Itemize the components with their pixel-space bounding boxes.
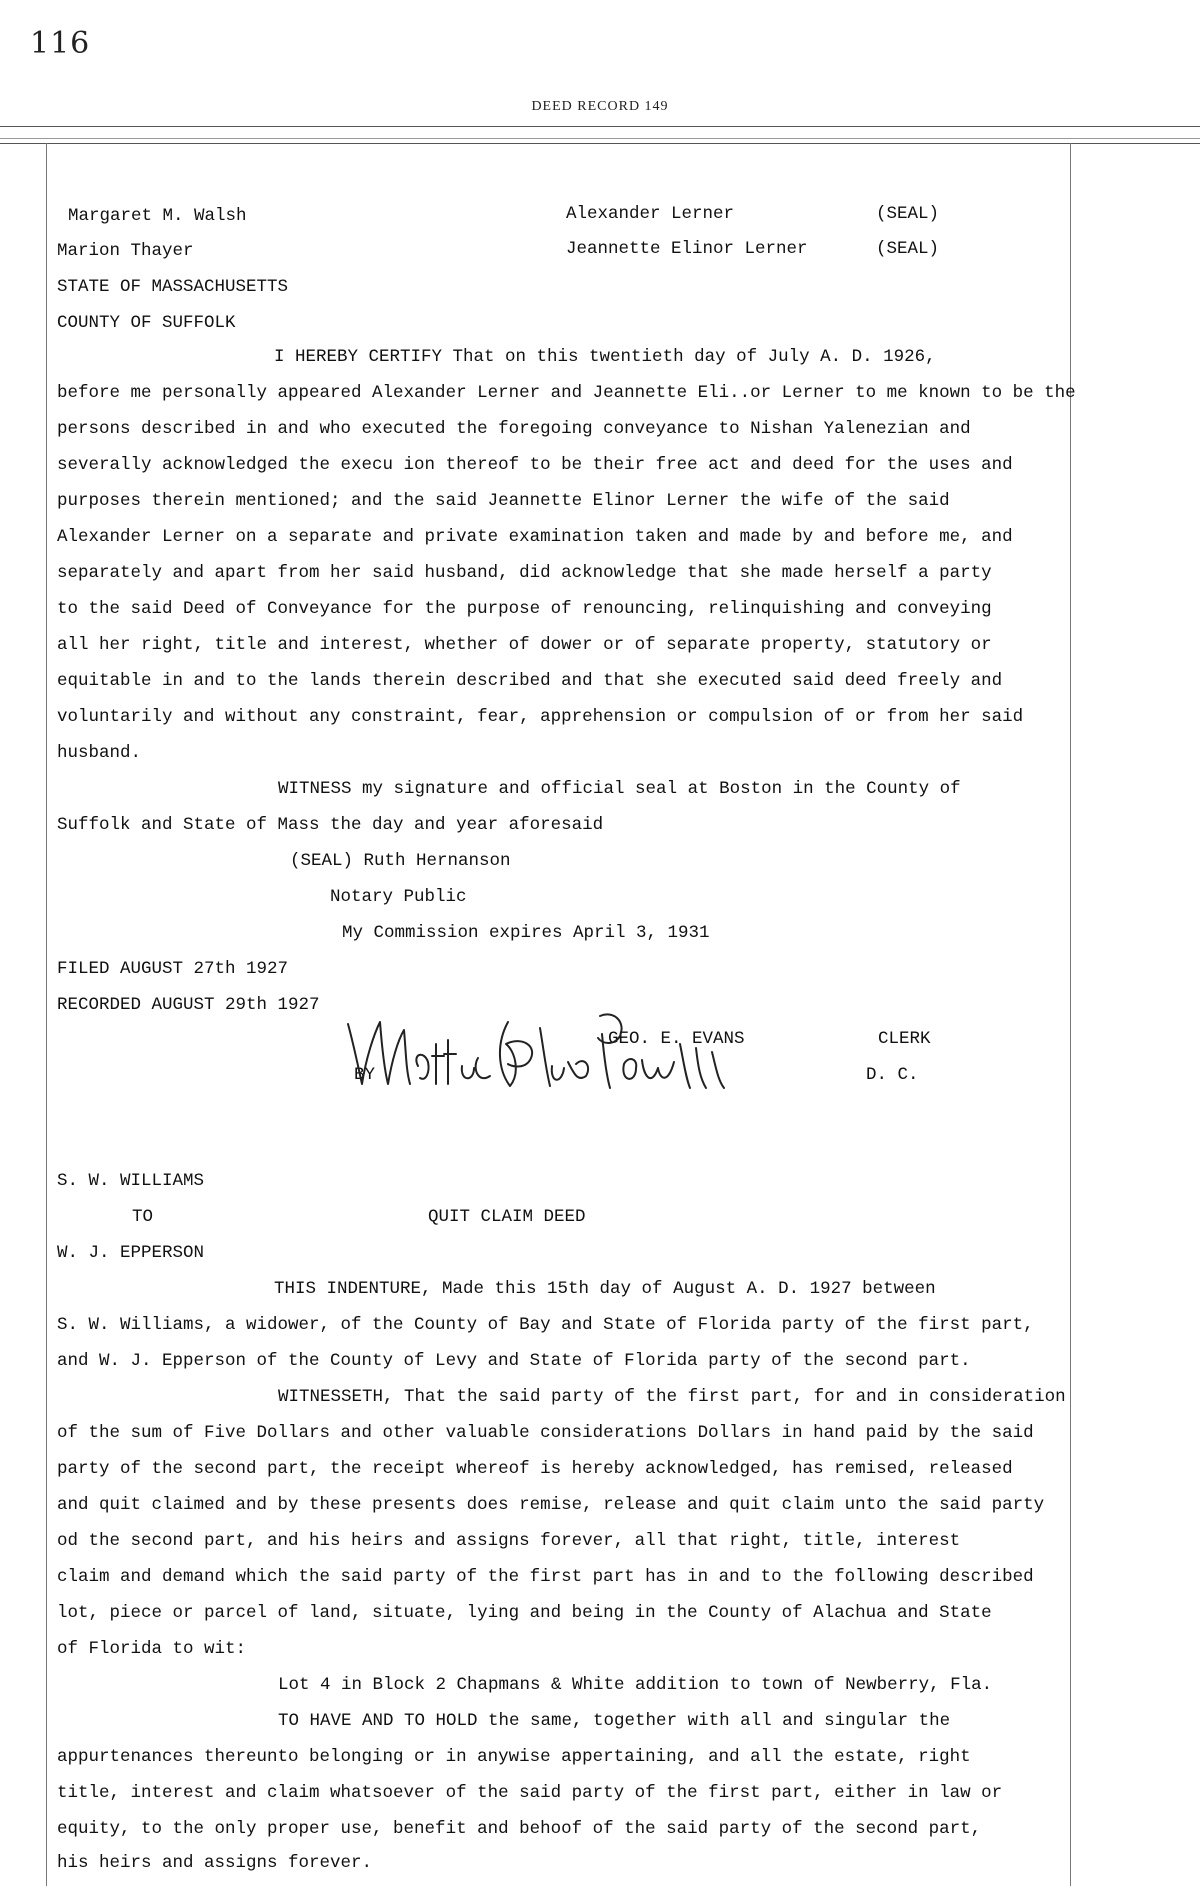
- ack-line: severally acknowledged the execu ion thereof to be their free act and deed for the uses and: [57, 455, 1013, 475]
- recorded-date: RECORDED AUGUST 29th 1927: [57, 995, 320, 1015]
- qc-grantee: W. J. EPPERSON: [57, 1243, 205, 1263]
- witness-name-1: Margaret M. Walsh: [68, 206, 247, 226]
- qc-line: S. W. Williams, a widower, of the County of Bay and State of Florida party of the first part,: [57, 1315, 1034, 1335]
- seal-label-1: (SEAL): [876, 204, 940, 224]
- qc-line: THIS INDENTURE, Made this 15th day of August A. D. 1927 between: [274, 1279, 936, 1299]
- qc-line: TO HAVE AND TO HOLD the same, together with all and singular the: [278, 1711, 951, 1731]
- header-rule: [0, 126, 1200, 127]
- ack-line: I HEREBY CERTIFY That on this twentieth day of July A. D. 1926,: [274, 347, 936, 367]
- ack-line: Alexander Lerner on a separate and private examination taken and made by and before me, and: [57, 527, 1013, 547]
- ack-line: separately and apart from her said husband, did acknowledge that she made herself a party: [57, 563, 992, 583]
- right-margin-line: [1070, 143, 1071, 1886]
- by-label: BY: [354, 1065, 376, 1085]
- qc-line: and W. J. Epperson of the County of Levy and State of Florida party of the second part.: [57, 1351, 971, 1371]
- qc-to-label: TO: [132, 1207, 154, 1227]
- qc-grantor: S. W. WILLIAMS: [57, 1171, 205, 1191]
- witness-line: WITNESS my signature and official seal at Boston in the County of: [278, 779, 961, 799]
- qc-legal-description: Lot 4 in Block 2 Chapmans & White addition to town of Newberry, Fla.: [278, 1675, 993, 1695]
- qc-line: WITNESSETH, That the said party of the first part, for and in consideration: [278, 1387, 1066, 1407]
- left-margin-line: [46, 143, 47, 1886]
- state-heading: STATE OF MASSACHUSETTS: [57, 277, 289, 297]
- ack-line: before me personally appeared Alexander Lerner and Jeannette Eli..or Lerner to me known to be the: [57, 383, 1076, 403]
- seal-label-2: (SEAL): [876, 239, 940, 259]
- qc-deed-title: QUIT CLAIM DEED: [428, 1207, 586, 1227]
- qc-line: party of the second part, the receipt whereof is hereby acknowledged, has remised, released: [57, 1459, 1013, 1479]
- notary-commission: My Commission expires April 3, 1931: [342, 923, 710, 943]
- qc-line: claim and demand which the said party of the first part has in and to the following described: [57, 1567, 1034, 1587]
- grantor-name-1: Alexander Lerner: [566, 204, 735, 224]
- witness-line: Suffolk and State of Mass the day and year aforesaid: [57, 815, 604, 835]
- ack-line: voluntarily and without any constraint, fear, apprehension or compulsion of or from her said: [57, 707, 1024, 727]
- header-rule-lower: [0, 143, 1200, 144]
- clerk-name: GEO. E. EVANS: [608, 1029, 745, 1049]
- notary-title: Notary Public: [330, 887, 467, 907]
- witness-name-2: Marion Thayer: [57, 241, 194, 261]
- ack-line: all her right, title and interest, whether of dower or of separate property, statutory or: [57, 635, 992, 655]
- qc-line: title, interest and claim whatsoever of the said party of the first part, either in law or: [57, 1783, 1003, 1803]
- page-number: 116: [30, 26, 91, 61]
- notary-seal: (SEAL) Ruth Hernanson: [290, 851, 511, 871]
- ack-line: persons described in and who executed the foregoing conveyance to Nishan Yalenezian and: [57, 419, 971, 439]
- record-title: DEED RECORD 149: [531, 99, 669, 114]
- ack-line: equitable in and to the lands therein described and that she executed said deed freely and: [57, 671, 1003, 691]
- qc-line: his heirs and assigns forever.: [57, 1853, 373, 1873]
- ack-line: husband.: [57, 743, 142, 763]
- clerk-title: CLERK: [878, 1029, 931, 1049]
- qc-line: lot, piece or parcel of land, situate, lying and being in the County of Alachua and State: [57, 1603, 992, 1623]
- qc-line: od the second part, and his heirs and assigns forever, all that right, title, interest: [57, 1531, 961, 1551]
- county-heading: COUNTY OF SUFFOLK: [57, 313, 236, 333]
- ack-line: to the said Deed of Conveyance for the purpose of renouncing, relinquishing and conveying: [57, 599, 992, 619]
- qc-line: and quit claimed and by these presents does remise, release and quit claim unto the said party: [57, 1495, 1045, 1515]
- clerk-handwritten-signature: [340, 1004, 750, 1104]
- dc-label: D. C.: [866, 1065, 919, 1085]
- filed-date: FILED AUGUST 27th 1927: [57, 959, 289, 979]
- qc-line: appurtenances thereunto belonging or in anywise appertaining, and all the estate, right: [57, 1747, 971, 1767]
- ack-line: purposes therein mentioned; and the said Jeannette Elinor Lerner the wife of the said: [57, 491, 950, 511]
- qc-line: of Florida to wit:: [57, 1639, 247, 1659]
- qc-line: equity, to the only proper use, benefit and behoof of the said party of the second part,: [57, 1819, 982, 1839]
- header-rule-inner: [0, 138, 1200, 139]
- grantor-name-2: Jeannette Elinor Lerner: [566, 239, 808, 259]
- qc-line: of the sum of Five Dollars and other valuable considerations Dollars in hand paid by the said: [57, 1423, 1034, 1443]
